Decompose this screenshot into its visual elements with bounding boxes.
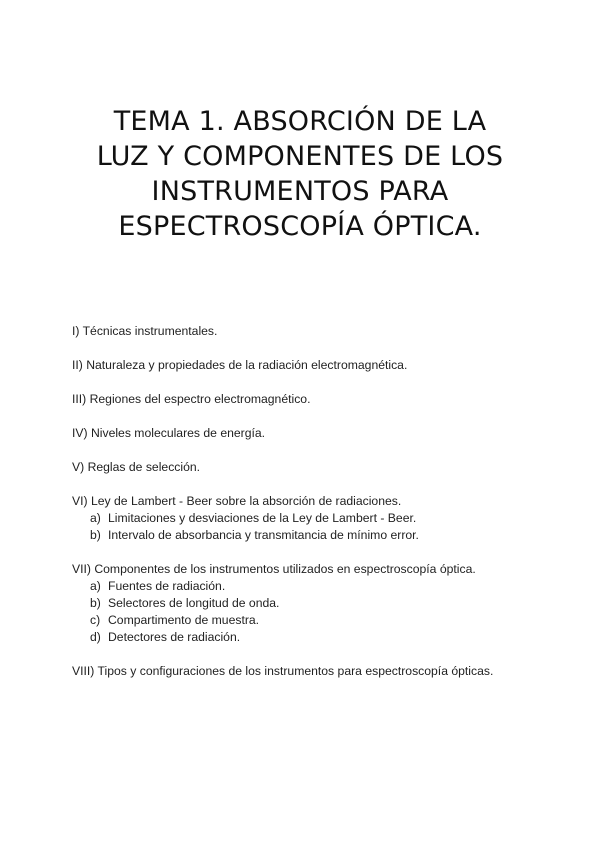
subitem-marker: c) bbox=[90, 613, 101, 627]
outline-item-vi: VI) Ley de Lambert - Beer sobre la absorción de radiaciones. bbox=[72, 494, 402, 508]
document-title bbox=[30, 104, 570, 244]
outline-item-iv: IV) Niveles moleculares de energía. bbox=[72, 426, 266, 440]
outline-subitem-vii-d bbox=[72, 629, 572, 646]
outline-item-vii: VII) Componentes de los instrumentos utilizados en espectroscopía óptica. bbox=[72, 562, 476, 576]
outline-item-viii: VIII) Tipos y configuraciones de los instrumentos para espectroscopía ópticas. bbox=[72, 664, 494, 678]
subitem-marker: d) bbox=[90, 630, 101, 644]
outline-subitem-vii-c bbox=[72, 612, 572, 629]
title-line-4: ESPECTROSCOPÍA ÓPTICA. bbox=[118, 211, 482, 242]
outline-subitem-vii-a bbox=[72, 578, 572, 595]
subitem-text: Compartimento de muestra. bbox=[108, 613, 260, 627]
subitem-text: Fuentes de radiación. bbox=[108, 579, 226, 593]
subitem-marker: b) bbox=[90, 596, 101, 610]
subitem-marker: b) bbox=[90, 528, 101, 542]
outline-subitem-vi-a bbox=[72, 510, 572, 527]
outline-item-v: V) Reglas de selección. bbox=[72, 460, 201, 474]
title-line-3: INSTRUMENTOS PARA bbox=[151, 176, 449, 207]
subitem-text: Intervalo de absorbancia y transmitancia de mínimo error. bbox=[108, 528, 419, 542]
outline-item-ii: II) Naturaleza y propiedades de la radiación electromagnética. bbox=[72, 358, 408, 372]
outline-item-iii: III) Regiones del espectro electromagnético. bbox=[72, 392, 311, 406]
outline-subitems-vii bbox=[72, 578, 572, 646]
title-line-1: TEMA 1. ABSORCIÓN DE LA bbox=[113, 106, 487, 137]
subitem-marker: a) bbox=[90, 579, 101, 593]
outline-item-i: I) Técnicas instrumentales. bbox=[72, 324, 218, 338]
subitem-text: Limitaciones y desviaciones de la Ley de Lambert - Beer. bbox=[108, 511, 417, 525]
subitem-text: Selectores de longitud de onda. bbox=[108, 596, 280, 610]
course-outline bbox=[72, 323, 572, 680]
subitem-text: Detectores de radiación. bbox=[108, 630, 241, 644]
outline-subitem-vi-b bbox=[72, 527, 572, 544]
outline-subitems-vi bbox=[72, 510, 572, 544]
title-line-2: LUZ Y COMPONENTES DE LOS bbox=[96, 141, 504, 172]
outline-subitem-vii-b bbox=[72, 595, 572, 612]
subitem-marker: a) bbox=[90, 511, 101, 525]
